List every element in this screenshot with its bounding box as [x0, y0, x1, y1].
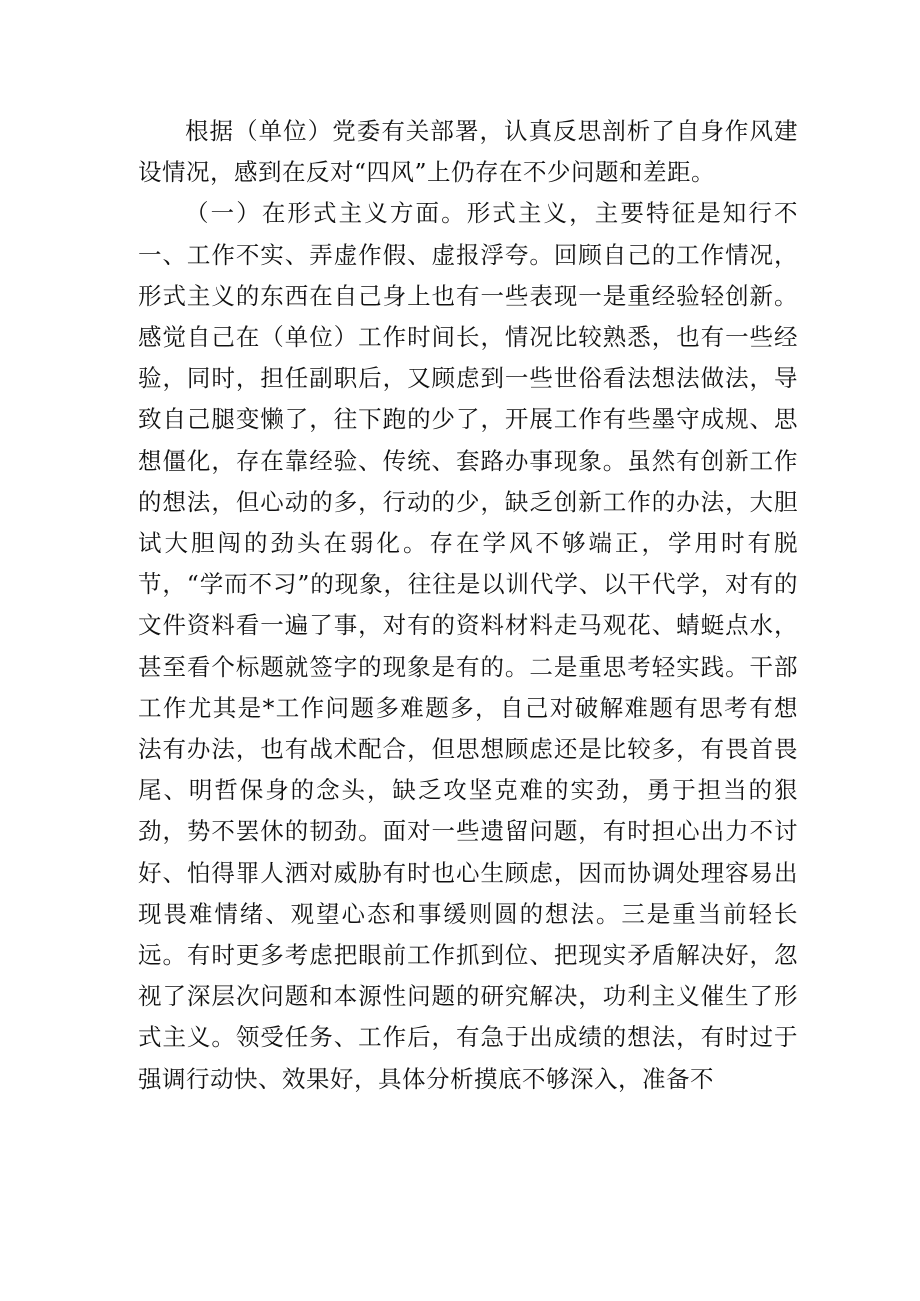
- formalism-paragraph: （一）在形式主义方面。形式主义，主要特征是知行不一、工作不实、弄虚作假、虚报浮夸。回顾自己的工作情况，形式主义的东西在自己身上也有一些表现一是重经验轻创新。感觉自己在（单位）工作时间长，情况比较熟悉，也有一些经验，同时，担任副职后，又顾虑到一些世俗看法想法做法，导致自己腿变懒了，往下跑的少了，开展工作有些墨守成规、思想僵化，存在靠经验、传统、套路办事现象。虽然有创新工作的想法，但心动的多，行动的少，缺乏创新工作的办法，大胆试大胆闯的劲头在弱化。存在学风不够端正，学用时有脱节，“学而不习”的现象，往往是以训代学、以干代学，对有的文件资料看一遍了事，对有的资料材料走马观花、蜻蜓点水，甚至看个标题就签字的现象是有的。二是重思考轻实践。干部工作尤其是*工作问题多难题多，自己对破解难题有思考有想法有办法，也有战术配合，但思想顾虑还是比较多，有畏首畏尾、明哲保身的念头，缺乏攻坚克难的实劲，勇于担当的狠劲，势不罢休的韧劲。面对一些遗留问题，有时担心出力不讨好、怕得罪人洒对威胁有时也心生顾虑，因而协调处理容易出现畏难情绪、观望心态和事缓则圆的想法。三是重当前轻长远。有时更多考虑把眼前工作抓到位、把现实矛盾解决好，忽视了深层次问题和本源性问题的研究解决，功利主义催生了形式主义。领受任务、工作后，有急于出成绩的想法，有时过于强调行动快、效果好，具体分析摸底不够深入，准备不: [138, 199, 798, 1093]
- intro-paragraph: 根据（单位）党委有关部署，认真反思剖析了自身作风建设情况，感到在反对“四风”上仍存在不少问题和差距。: [138, 117, 798, 187]
- document-body: [138, 111, 798, 1100]
